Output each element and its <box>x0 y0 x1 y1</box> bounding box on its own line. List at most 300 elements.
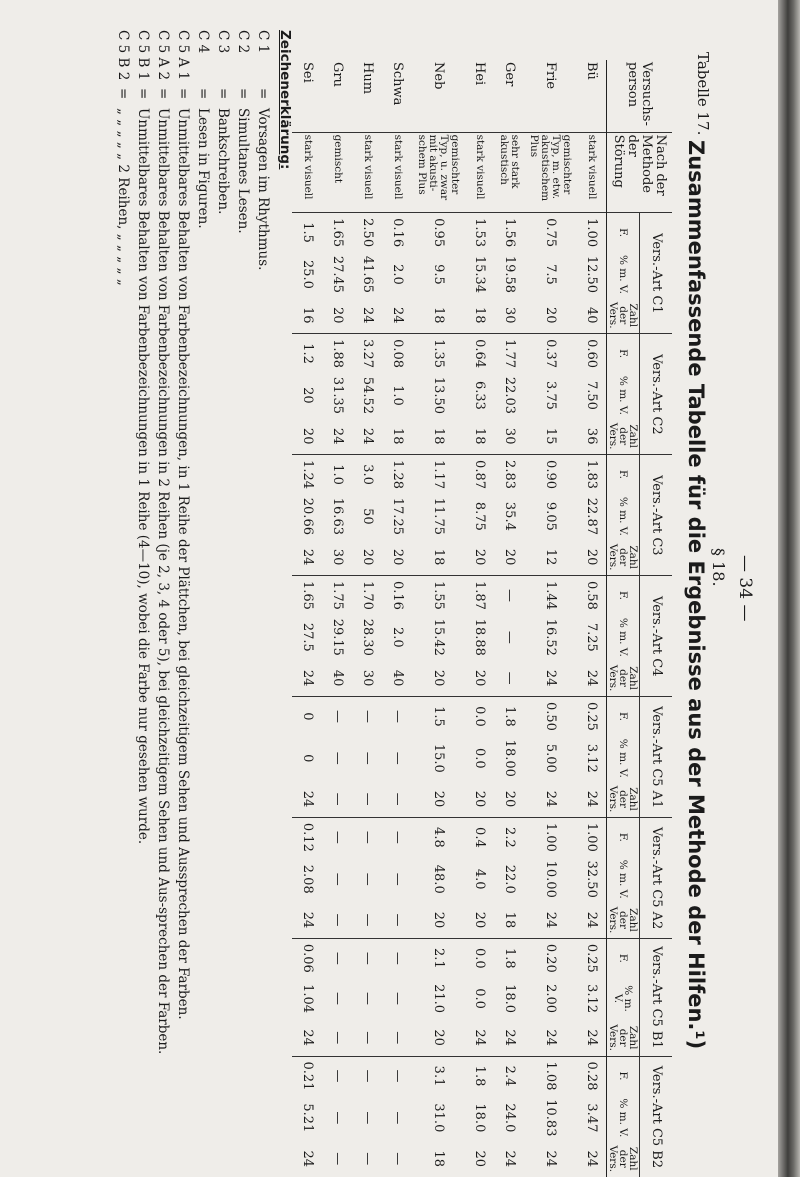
subheader-f: F. <box>607 455 640 494</box>
table-cell: — <box>360 792 376 806</box>
table-cell: 40 <box>330 669 346 687</box>
table-cell: 20 <box>431 1029 447 1046</box>
table-cell: 18.88 <box>472 618 488 656</box>
table-row <box>383 60 413 1177</box>
table-cell: — <box>360 913 376 927</box>
table-cell: 7.5 <box>543 264 559 285</box>
table-cell: 6.33 <box>472 380 488 410</box>
table-cell: 20 <box>472 1150 488 1168</box>
table-cell: 21.0 <box>431 984 447 1014</box>
table-cell: 0.25 <box>577 939 607 978</box>
table-cell: 0.25 <box>577 697 607 736</box>
table-cell: 18.0 <box>472 1103 488 1133</box>
table-cell: 1.0 <box>323 455 353 494</box>
table-cell: — <box>383 697 413 736</box>
table-cell: 1.04 <box>300 984 316 1014</box>
table-cell: 24 <box>502 1029 518 1046</box>
person-name: Bü <box>584 62 600 80</box>
table-label: Tabelle 17. <box>694 52 712 136</box>
table-cell: 13.50 <box>431 376 447 415</box>
table-row <box>577 60 607 1177</box>
key-item <box>133 30 153 1088</box>
table-cell: 48.0 <box>431 864 447 894</box>
table-cell: 24 <box>543 911 559 929</box>
subheader-pct-mv: % m. V. <box>607 494 640 539</box>
person-name: Hum <box>360 62 376 95</box>
table-cell: 18 <box>431 306 447 324</box>
key-text: Lesen in Figuren. <box>195 108 211 229</box>
table-cell: 1.77 <box>495 334 525 373</box>
table-cell: 15 <box>543 427 559 445</box>
table-cell: — <box>323 1056 353 1095</box>
person-name: Gru <box>330 62 346 87</box>
table-cell: 32.50 <box>584 860 600 898</box>
subheader-zahl: Zahl der Vers. <box>607 297 640 334</box>
table-cell: 0.50 <box>525 697 577 736</box>
table-cell: 15.42 <box>431 618 447 656</box>
table-cell: 24 <box>584 911 600 929</box>
table-cell: 16.52 <box>543 618 559 656</box>
table-row <box>293 60 323 1177</box>
key-item <box>233 30 253 1088</box>
table-cell: — <box>502 671 518 685</box>
method-type: sehr stark akustisch <box>495 132 525 213</box>
table-cell: 40 <box>584 306 600 324</box>
table-cell: 0.87 <box>465 455 495 494</box>
key-text: Simultanes Lesen. <box>235 108 251 234</box>
subheader-pct-mv: % m. V. <box>607 252 640 297</box>
table-cell: 1.17 <box>413 455 465 494</box>
table-cell: 24 <box>300 1150 316 1168</box>
table-cell: 31.35 <box>330 376 346 415</box>
table-cell: 24 <box>300 669 316 687</box>
group-header: Vers.-Art C1 <box>640 213 673 334</box>
key-item <box>253 30 273 1088</box>
table-row <box>495 60 525 1177</box>
key-text: Bankschreiben. <box>215 108 231 215</box>
table-cell: 20 <box>543 306 559 324</box>
table-cell: 1.8 <box>465 1056 495 1095</box>
table-cell: 1.56 <box>495 213 525 252</box>
table-cell: 4.0 <box>472 868 488 890</box>
table-cell: 27.5 <box>300 622 316 652</box>
key-code: C 5 A 2 <box>155 30 171 81</box>
key-item <box>193 30 213 1088</box>
table-cell: 19.58 <box>502 255 518 294</box>
table-cell: 27.45 <box>330 255 346 294</box>
table-cell: 28.30 <box>360 618 376 656</box>
group-header: Vers.-Art C5 B1 <box>640 939 673 1057</box>
table-cell: 11.75 <box>431 497 447 535</box>
table-cell: 17.25 <box>390 497 406 535</box>
key-code: C 1 <box>255 30 271 54</box>
table-cell: 12 <box>543 548 559 566</box>
table-cell: 24 <box>584 790 600 808</box>
table-cell: 10.00 <box>543 860 559 898</box>
table-cell: — <box>330 1031 346 1045</box>
method-type: gemischt <box>323 132 353 213</box>
table-cell: 0.90 <box>525 455 577 494</box>
table-cell: 3.0 <box>353 455 383 494</box>
table-cell: 16.63 <box>330 497 346 535</box>
key-equals: = <box>115 88 131 100</box>
table-cell: 18.00 <box>502 739 518 777</box>
subheader-zahl: Zahl der Vers. <box>607 1020 640 1057</box>
key-item <box>153 30 173 1088</box>
table-cell: 1.5 <box>413 697 465 736</box>
table-cell: 18.0 <box>502 984 518 1014</box>
subheader-f: F. <box>607 818 640 857</box>
table-cell: 1.75 <box>323 576 353 615</box>
table-cell: 22.87 <box>584 497 600 535</box>
table-cell: 1.83 <box>577 455 607 494</box>
table-cell: 5.21 <box>300 1103 316 1133</box>
method-type: gemischter Typ, m. etw. akustischem Plus <box>525 132 577 213</box>
key-item <box>113 30 133 1088</box>
key-text: Unmittelbares Behalten von Farbenbezeichnungen, in 1 Reihe der Plättchen, bei gleichzeitigem Sehen und Aussprechen der Farben. <box>175 108 191 1020</box>
subheader-f: F. <box>607 1056 640 1095</box>
table-cell: 7.50 <box>584 380 600 410</box>
table-cell: 0.95 <box>413 213 465 252</box>
method-type: stark visuell <box>353 132 383 213</box>
person-name: Frie <box>543 62 559 90</box>
table-cell: 24 <box>472 1029 488 1046</box>
table-cell: 12.50 <box>584 255 600 294</box>
table-cell: 30 <box>502 306 518 324</box>
table-cell: 0.58 <box>577 576 607 615</box>
key-code: C 5 A 1 <box>175 30 191 81</box>
key-text: Unmittelbares Behalten von Farbenbezeichnungen in 2 Reihen (je 2, 3, 4 oder 5), bei gleichzeitigem Sehen und Aus-sprechen der Farben. <box>155 108 171 1055</box>
subheader-f: F. <box>607 576 640 615</box>
table-cell: 30 <box>502 427 518 445</box>
table-cell: 30 <box>360 669 376 687</box>
table-cell: 24 <box>300 911 316 929</box>
table-cell: 20 <box>584 548 600 566</box>
table-cell: 0 <box>300 754 316 763</box>
subheader-pct-mv: % m. V. <box>607 1095 640 1140</box>
table-cell: 18 <box>431 1150 447 1168</box>
person-name: Ger <box>502 62 518 87</box>
table-cell: 1.28 <box>383 455 413 494</box>
table-cell: 0.0 <box>465 697 495 736</box>
key-code: C 4 <box>195 30 211 54</box>
table-cell: 2.4 <box>495 1056 525 1095</box>
table-cell: 0 <box>293 697 323 736</box>
table-row <box>465 60 495 1177</box>
table-cell: 20 <box>300 387 316 404</box>
table-cell: 1.5 <box>293 213 323 252</box>
table-cell: — <box>353 818 383 857</box>
table-cell: 10.83 <box>543 1099 559 1137</box>
table-row <box>413 60 465 1177</box>
key-code: C 2 <box>235 30 251 54</box>
key-equals: = <box>235 88 251 100</box>
table-cell: 2.0 <box>390 626 406 648</box>
table-cell: 20 <box>431 911 447 929</box>
table-cell: 18 <box>431 427 447 445</box>
header-person: Versuchs-person <box>607 60 673 132</box>
table-cell: 0.12 <box>293 818 323 857</box>
subheader-zahl: Zahl der Vers. <box>607 1141 640 1177</box>
table-cell: 29.15 <box>330 618 346 656</box>
table-cell: 25.0 <box>300 260 316 289</box>
table-cell: 1.53 <box>465 213 495 252</box>
key-text: Vorsagen im Rhythmus. <box>255 108 271 271</box>
table-cell: 20 <box>472 790 488 808</box>
table-cell: 0.21 <box>293 1056 323 1095</box>
table-cell: 50 <box>360 508 376 525</box>
table-cell: 18 <box>472 306 488 324</box>
table-cell: 54.52 <box>360 376 376 415</box>
table-cell: 3.75 <box>543 380 559 410</box>
table-cell: 1.00 <box>577 818 607 857</box>
table-cell: — <box>330 992 346 1006</box>
table-cell: 1.2 <box>293 334 323 373</box>
table-cell: 15.0 <box>431 743 447 773</box>
table-cell: 20 <box>472 548 488 566</box>
group-header: Vers.-Art C4 <box>640 576 673 697</box>
subheader-pct-mv: % m. V. <box>607 736 640 781</box>
table-cell: 24 <box>360 427 376 445</box>
table-cell: 0.16 <box>383 576 413 615</box>
table-row <box>353 60 383 1177</box>
table-cell: 2.83 <box>495 455 525 494</box>
table-cell: 18 <box>472 427 488 445</box>
table-cell: 1.8 <box>495 939 525 978</box>
subheader-f: F. <box>607 697 640 736</box>
table-cell: — <box>323 697 353 736</box>
table-cell: 0.16 <box>383 213 413 252</box>
table-cell: 24 <box>502 1150 518 1168</box>
table-cell: 35.4 <box>502 501 518 531</box>
table-cell: — <box>495 576 525 615</box>
table-cell: 30 <box>330 548 346 566</box>
legend-key <box>113 30 295 1088</box>
method-type: stark visuell <box>577 132 607 213</box>
key-code: C 3 <box>215 30 231 54</box>
table-cell: 0.06 <box>293 939 323 978</box>
table-cell: 24 <box>300 790 316 808</box>
table-cell: 7.25 <box>584 622 600 652</box>
table-cell: 20 <box>431 790 447 808</box>
table-cell: 1.65 <box>323 213 353 252</box>
table-cell: 2.0 <box>390 264 406 285</box>
table-cell: — <box>390 751 406 765</box>
table-cell: — <box>360 1031 376 1045</box>
table-cell: 16 <box>300 306 316 324</box>
table-cell: 24 <box>330 427 346 445</box>
table-cell: 0.4 <box>465 818 495 857</box>
table-cell: 0.64 <box>465 334 495 373</box>
subheader-zahl: Zahl der Vers. <box>607 418 640 455</box>
key-text: Unmittelbares Behalten von Farbenbezeichnungen in 1 Reihe (4—10), wobei die Farbe nur gesehen wurde. <box>135 108 151 845</box>
table-cell: 2.1 <box>413 939 465 978</box>
key-equals: = <box>255 88 271 100</box>
table-cell: 2.00 <box>543 984 559 1014</box>
subheader-zahl: Zahl der Vers. <box>607 660 640 697</box>
table-cell: 24 <box>543 1150 559 1168</box>
table-cell: — <box>323 818 353 857</box>
subheader-zahl: Zahl der Vers. <box>607 902 640 939</box>
table-row <box>323 60 353 1177</box>
table-cell: 2.2 <box>495 818 525 857</box>
table-cell: — <box>502 630 518 644</box>
subheader-pct-mv: % m. V. <box>607 857 640 902</box>
group-header: Vers.-Art C5 A2 <box>640 818 673 939</box>
table-cell: 2.08 <box>300 864 316 894</box>
table-cell: 18 <box>502 911 518 929</box>
table-cell: 20.66 <box>300 497 316 535</box>
table-cell: — <box>383 939 413 978</box>
table-cell: 1.65 <box>293 576 323 615</box>
table-cell: 9.05 <box>543 501 559 531</box>
table-cell: — <box>360 751 376 765</box>
table-cell: 0.0 <box>465 939 495 978</box>
table-cell: 0.0 <box>472 988 488 1009</box>
table-cell: — <box>353 1056 383 1095</box>
key-equals: = <box>135 88 151 100</box>
table-cell: — <box>360 992 376 1006</box>
page-number: — 34 — <box>735 555 755 622</box>
table-cell: 22.03 <box>502 376 518 415</box>
method-type: stark visuell <box>383 132 413 213</box>
table-row <box>525 60 577 1177</box>
table-cell: 3.12 <box>584 984 600 1014</box>
table-cell: 1.0 <box>390 385 406 406</box>
table-cell: 1.08 <box>525 1056 577 1095</box>
table-cell: 1.00 <box>525 818 577 857</box>
person-name: Schwa <box>390 62 406 106</box>
table-cell: 24 <box>360 306 376 324</box>
section-number: § 18. <box>709 548 728 587</box>
subheader-pct-mv: % m. V. <box>607 978 640 1020</box>
key-item <box>173 30 193 1088</box>
table-cell: 24.0 <box>502 1103 518 1133</box>
subheader-pct-mv: % m. V. <box>607 615 640 660</box>
subheader-zahl: Zahl der Vers. <box>607 781 640 818</box>
table-cell: — <box>390 913 406 927</box>
subheader-f: F. <box>607 939 640 978</box>
table-cell: — <box>390 1031 406 1045</box>
subheader-f: F. <box>607 334 640 373</box>
table-cell: 1.88 <box>323 334 353 373</box>
key-item <box>213 30 233 1088</box>
table-title: Zusammenfassende Tabelle für die Ergebnisse aus der Methode der Hilfen.¹) <box>684 140 708 1050</box>
header-method: Nach der Methode der Störung <box>607 132 673 213</box>
table-cell: — <box>360 1152 376 1166</box>
key-equals: = <box>155 88 171 100</box>
results-table <box>293 60 673 1177</box>
table-cell: 24 <box>300 548 316 566</box>
key-equals: = <box>215 88 231 100</box>
table-cell: 3.47 <box>584 1103 600 1133</box>
table-cell: 18 <box>390 427 406 445</box>
table-cell: — <box>330 792 346 806</box>
group-header: Vers.-Art C5 B2 <box>640 1056 673 1177</box>
person-name: Sei <box>300 62 316 83</box>
method-type: gemischter Typ, u. zwar mit akusti-schem Plus <box>413 132 465 213</box>
table-cell: 0.0 <box>472 747 488 769</box>
table-cell: 20 <box>472 669 488 687</box>
table-cell: — <box>390 792 406 806</box>
table-cell: — <box>330 913 346 927</box>
table-cell: 20 <box>330 306 346 324</box>
table-cell: 24 <box>543 1029 559 1046</box>
table-cell: — <box>330 1111 346 1125</box>
table-cell: — <box>330 1152 346 1166</box>
table-cell: 5.00 <box>543 743 559 773</box>
table-cell: 15.34 <box>472 255 488 294</box>
table-cell: 24 <box>543 669 559 687</box>
table-cell: 1.55 <box>413 576 465 615</box>
table-cell: 3.1 <box>413 1056 465 1095</box>
table-cell: 40 <box>390 669 406 687</box>
table-cell: — <box>330 751 346 765</box>
table-cell: 24 <box>543 790 559 808</box>
table-cell: 20 <box>502 548 518 566</box>
table-cell: 0.75 <box>525 213 577 252</box>
table-cell: 2.50 <box>353 213 383 252</box>
table-cell: 1.35 <box>413 334 465 373</box>
method-type: stark visuell <box>293 132 323 213</box>
key-code: C 5 B 2 <box>115 30 131 81</box>
person-name: Hei <box>472 62 488 86</box>
table-cell: 31.0 <box>431 1103 447 1133</box>
key-code: C 5 B 1 <box>135 30 151 81</box>
subheader-pct-mv: % m. V. <box>607 373 640 418</box>
table-cell: — <box>390 992 406 1006</box>
table-cell: 1.24 <box>293 455 323 494</box>
table-cell: 9.5 <box>431 264 447 285</box>
table-cell: 4.8 <box>413 818 465 857</box>
table-cell: 24 <box>584 1029 600 1046</box>
group-header: Vers.-Art C3 <box>640 455 673 576</box>
table-cell: 20 <box>300 427 316 445</box>
table-cell: — <box>390 1152 406 1166</box>
table-cell: 20 <box>502 790 518 808</box>
table-cell: 8.75 <box>472 501 488 531</box>
table-cell: 0.37 <box>525 334 577 373</box>
table-cell: — <box>353 697 383 736</box>
table-cell: — <box>330 872 346 886</box>
table-cell: 1.44 <box>525 576 577 615</box>
table-cell: 0.20 <box>525 939 577 978</box>
key-text: „ „ „ „ „ 2 Reihen, „ „ „ „ „ <box>115 108 131 286</box>
table-cell: 0.28 <box>577 1056 607 1095</box>
table-cell: 22.0 <box>502 864 518 894</box>
key-equals: = <box>195 88 211 100</box>
table-cell: 36 <box>584 427 600 445</box>
table-cell: 0.60 <box>577 334 607 373</box>
table-cell: — <box>360 872 376 886</box>
table-cell: 20 <box>390 548 406 566</box>
method-type: stark visuell <box>465 132 495 213</box>
table-cell: — <box>323 939 353 978</box>
table-cell: 24 <box>390 306 406 324</box>
table-cell: 3.27 <box>353 334 383 373</box>
table-cell: 24 <box>300 1029 316 1046</box>
table-cell: 20 <box>472 911 488 929</box>
table-cell: — <box>390 872 406 886</box>
table-cell: 24 <box>584 1150 600 1168</box>
key-list <box>113 30 273 1088</box>
key-equals: = <box>175 88 191 100</box>
table-cell: — <box>383 1056 413 1095</box>
table-cell: 20 <box>360 548 376 566</box>
group-header: Vers.-Art C5 A1 <box>640 697 673 818</box>
table-cell: 3.12 <box>584 743 600 773</box>
table-cell: 20 <box>431 669 447 687</box>
